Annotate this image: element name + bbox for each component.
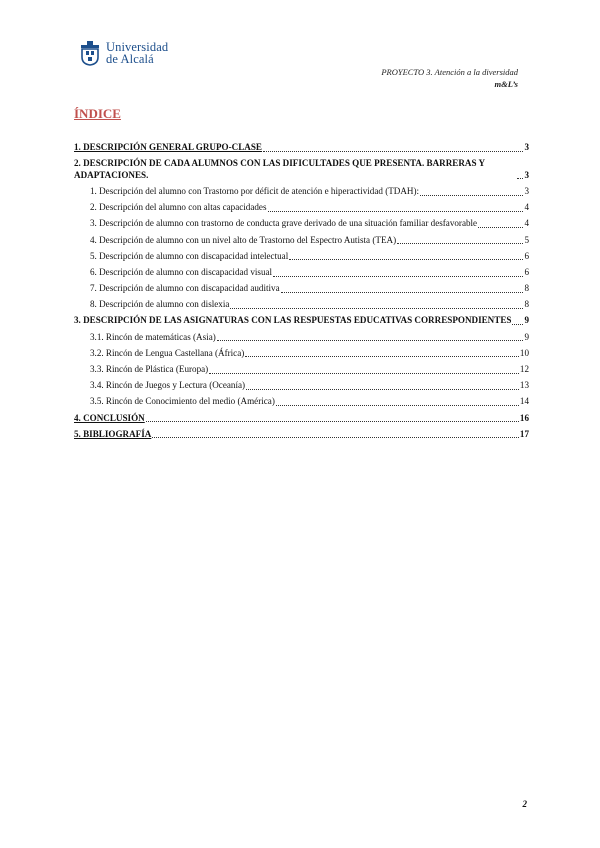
toc-entry-title: 3.3. Rincón de Plástica (Europa) [90, 364, 209, 375]
toc-entry[interactable] [74, 396, 529, 408]
toc-entry-page: 6 [524, 266, 529, 277]
toc-entry-title: 8. Descripción de alumno con dislexia [90, 299, 230, 310]
toc-entry-page: 12 [519, 364, 529, 375]
toc-entry[interactable] [74, 299, 529, 311]
toc-entry-page: 17 [519, 428, 529, 439]
document-header [381, 66, 518, 90]
toc-leader-dots [273, 276, 523, 277]
toc-leader-dots [230, 308, 523, 309]
toc-entry-title: 3.4. Rincón de Juegos y Lectura (Oceanía) [90, 380, 246, 391]
toc-entry-title: 4. CONCLUSIÓN [74, 412, 145, 423]
toc-leader-dots [152, 437, 519, 438]
toc-entry[interactable] [74, 429, 529, 441]
toc-entry-page: 14 [519, 396, 529, 407]
toc-leader-dots [289, 259, 523, 260]
toc-leader-dots [146, 421, 519, 422]
toc-entry-title: 3. DESCRIPCIÓN DE LAS ASIGNATURAS CON LAS RESPUESTAS EDUCATIVAS CORRESPONDIENTES [74, 315, 512, 326]
toc-entry[interactable] [74, 142, 529, 154]
toc-entry-title: 6. Descripción de alumno con discapacidad visual [90, 266, 273, 277]
university-crest-icon [78, 40, 102, 66]
toc-entry-title: 3. Descripción de alumno con trastorno de conducta grave derivado de una situación familiar desfavorable [90, 218, 478, 229]
university-logo [78, 40, 168, 66]
toc-leader-dots [517, 178, 523, 179]
toc-entry[interactable] [74, 380, 529, 392]
toc-entry-page: 5 [524, 234, 529, 245]
toc-leader-dots [209, 373, 519, 374]
toc-leader-dots [268, 211, 524, 212]
toc-entry[interactable] [74, 218, 529, 230]
group-name: m&L’s [494, 79, 518, 89]
toc-leader-dots [478, 227, 523, 228]
toc-leader-dots [512, 324, 523, 325]
toc-leader-dots [276, 405, 519, 406]
toc-entry-page: 8 [524, 299, 529, 310]
table-of-contents [74, 142, 529, 445]
toc-entry-title: 4. Descripción de alumno con un nivel alto de Trastorno del Espectro Autista (TEA) [90, 234, 397, 245]
toc-entry-title: 3.1. Rincón de matemáticas (Asia) [90, 331, 216, 342]
toc-leader-dots [263, 151, 523, 152]
toc-entry-page: 6 [524, 250, 529, 261]
toc-entry-title: 5. Descripción de alumno con discapacidad intelectual [90, 250, 289, 261]
toc-leader-dots [246, 389, 519, 390]
toc-entry[interactable] [74, 332, 529, 344]
toc-entry[interactable] [74, 251, 529, 263]
toc-entry-page: 13 [519, 380, 529, 391]
toc-leader-dots [245, 356, 519, 357]
toc-entry-title: 2. Descripción del alumno con altas capacidades [90, 202, 267, 213]
toc-leader-dots [420, 195, 523, 196]
toc-entry[interactable] [74, 413, 529, 425]
toc-entry-title: 3.2. Rincón de Lengua Castellana (África) [90, 347, 245, 358]
toc-entry-title: 1. DESCRIPCIÓN GENERAL GRUPO-CLASE [74, 142, 262, 152]
toc-entry[interactable] [74, 283, 529, 295]
toc-entry[interactable] [74, 315, 529, 327]
toc-entry-page: 8 [524, 283, 529, 294]
toc-leader-dots [217, 340, 524, 341]
toc-entry[interactable] [74, 235, 529, 247]
toc-entry-title: 5. BIBLIOGRAFÍA [74, 428, 152, 439]
toc-entry-page: 4 [524, 218, 529, 229]
university-name-line1: Universidad [106, 40, 169, 54]
toc-leader-dots [397, 243, 523, 244]
toc-entry[interactable] [74, 267, 529, 279]
toc-entry-page: 10 [519, 347, 529, 358]
toc-entry-title: 2. DESCRIPCIÓN DE CADA ALUMNOS CON LAS DIFICULTADES QUE PRESENTA. BARRERAS Y ADAPTACIONES. [74, 158, 485, 180]
toc-entry-title: 3.5. Rincón de Conocimiento del medio (América) [90, 396, 275, 407]
toc-entry-page: 3 [524, 169, 529, 180]
toc-entry[interactable] [74, 348, 529, 360]
page-number: 2 [522, 799, 527, 809]
toc-entry-title: 7. Descripción de alumno con discapacidad auditiva [90, 283, 280, 294]
toc-entry[interactable] [74, 202, 529, 214]
toc-entry-title: 1. Descripción del alumno con Trastorno por déficit de atención e hiperactividad (TDAH): [90, 185, 420, 196]
toc-entry[interactable] [74, 158, 529, 181]
university-name-line2: de Alcalá [106, 52, 154, 66]
toc-leader-dots [281, 292, 524, 293]
toc-entry-page: 9 [524, 315, 529, 326]
toc-entry[interactable] [74, 364, 529, 376]
toc-entry-page: 16 [519, 412, 529, 423]
project-title: PROYECTO 3. Atención a la diversidad [381, 67, 518, 77]
toc-entry-page: 4 [524, 202, 529, 213]
toc-title: ÍNDICE [74, 106, 121, 121]
toc-entry-page: 9 [524, 331, 529, 342]
university-name [106, 41, 168, 65]
toc-entry[interactable] [74, 186, 529, 198]
toc-entry-page: 3 [524, 185, 529, 196]
toc-entry-page: 3 [524, 142, 529, 152]
